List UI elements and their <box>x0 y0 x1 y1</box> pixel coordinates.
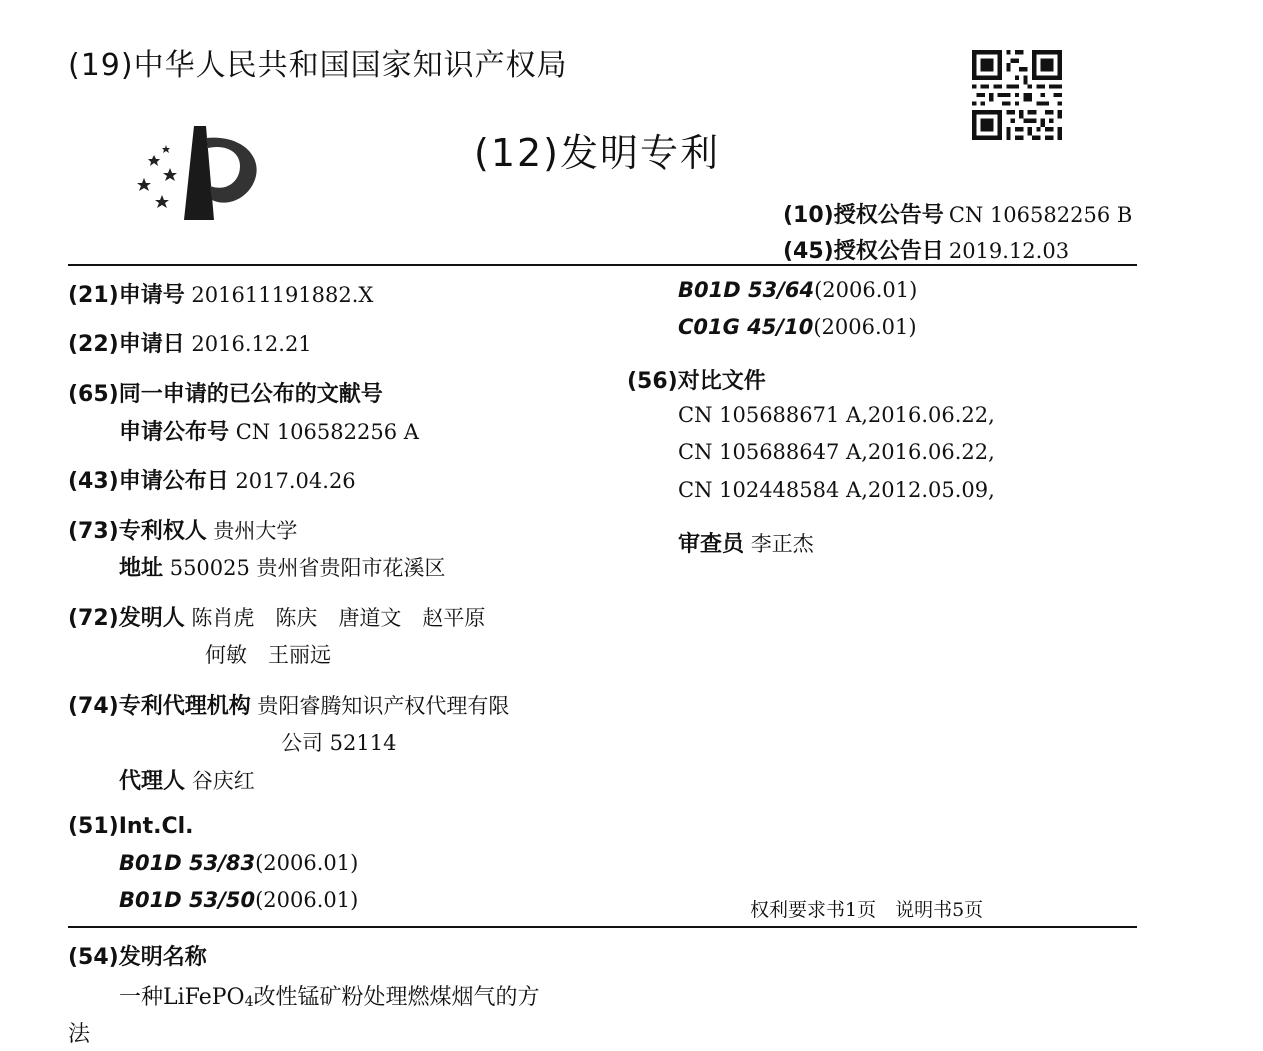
publication-date-row <box>68 464 356 495</box>
invention-title-part: 一种LiFePO <box>119 985 245 1010</box>
inventors-line2: 何敏 王丽远 <box>205 643 331 667</box>
reference-item: CN 102448584 A,2012.05.09, <box>678 478 995 502</box>
invention-title <box>119 980 540 1011</box>
references-heading <box>627 364 766 395</box>
application-number-label: (21)申请号 <box>68 283 185 308</box>
intcl-entry <box>119 888 358 912</box>
document-type: (12)发明专利 <box>474 131 721 175</box>
application-date-row <box>68 327 312 358</box>
publication-number-value: CN 106582256 A <box>235 420 419 444</box>
address-label: 地址 <box>119 556 164 581</box>
cnipa-logo-icon <box>132 120 267 225</box>
publication-number-label: 申请公布号 <box>119 420 230 445</box>
header-divider <box>68 264 1137 266</box>
page-count: 权利要求书1页 说明书5页 <box>750 899 984 921</box>
intcl-entry <box>119 851 358 875</box>
agency-line1: 贵阳睿腾知识产权代理有限 <box>257 694 510 718</box>
examiner-value: 李正杰 <box>750 532 814 556</box>
prior-publication-label: (65)同一申请的已公布的文献号 <box>68 382 383 407</box>
intcl-code: B01D 53/83 <box>119 851 256 875</box>
intcl-version: (2006.01) <box>813 315 917 339</box>
references-label: (56)对比文件 <box>627 369 766 394</box>
title-divider <box>68 926 1137 928</box>
intcl-entry <box>678 278 917 302</box>
intcl-version: (2006.01) <box>255 851 359 875</box>
invention-title-subscript: 4 <box>244 994 254 1010</box>
agency-row <box>68 689 509 720</box>
grant-date-label: (45)授权公告日 <box>783 239 944 264</box>
grant-date-row <box>783 234 1069 265</box>
address-value: 550025 贵州省贵阳市花溪区 <box>169 556 446 580</box>
application-date-value: 2016.12.21 <box>191 332 312 356</box>
agency-line2: 公司 52114 <box>281 731 397 755</box>
inventors-row <box>68 601 485 632</box>
grant-number-row <box>783 198 1132 229</box>
grant-number-value: CN 106582256 B <box>948 203 1133 227</box>
intcl-version: (2006.01) <box>814 278 918 302</box>
invention-title-line2: 法 <box>68 1022 91 1047</box>
office-name: (19)中华人民共和国国家知识产权局 <box>68 48 568 83</box>
intcl-label: (51)Int.Cl. <box>68 814 194 839</box>
agency-label: (74)专利代理机构 <box>68 694 251 719</box>
publication-date-label: (43)申请公布日 <box>68 469 229 494</box>
intcl-code: B01D 53/50 <box>119 888 256 912</box>
prior-publication-heading <box>68 377 383 408</box>
intcl-entry <box>678 315 917 339</box>
patentee-value: 贵州大学 <box>213 519 298 543</box>
agent-value: 谷庆红 <box>191 769 255 793</box>
examiner-row <box>678 527 814 558</box>
invention-title-part: 改性锰矿粉处理燃煤烟气的方 <box>253 985 540 1010</box>
reference-item: CN 105688671 A,2016.06.22, <box>678 403 995 427</box>
examiner-label: 审查员 <box>678 532 745 557</box>
application-number-row <box>68 278 373 309</box>
address-row <box>119 551 446 582</box>
agent-row <box>119 764 255 795</box>
publication-date-value: 2017.04.26 <box>235 469 356 493</box>
application-number-value: 201611191882.X <box>191 283 374 307</box>
invention-title-label: (54)发明名称 <box>68 945 207 970</box>
agent-label: 代理人 <box>119 769 186 794</box>
grant-date-value: 2019.12.03 <box>948 239 1070 263</box>
invention-title-heading <box>68 940 207 971</box>
intcl-code: B01D 53/64 <box>678 278 815 302</box>
grant-number-label: (10)授权公告号 <box>783 203 944 228</box>
qr-code-icon <box>972 50 1062 140</box>
intcl-code: C01G 45/10 <box>678 315 814 339</box>
patentee-row <box>68 514 297 545</box>
publication-number-row <box>119 415 419 446</box>
inventors-line1: 陈肖虎 陈庆 唐道文 赵平原 <box>191 606 486 630</box>
patentee-label: (73)专利权人 <box>68 519 207 544</box>
application-date-label: (22)申请日 <box>68 332 185 357</box>
intcl-version: (2006.01) <box>255 888 359 912</box>
inventors-label: (72)发明人 <box>68 606 185 631</box>
reference-item: CN 105688647 A,2016.06.22, <box>678 440 995 464</box>
intcl-heading <box>68 814 194 839</box>
